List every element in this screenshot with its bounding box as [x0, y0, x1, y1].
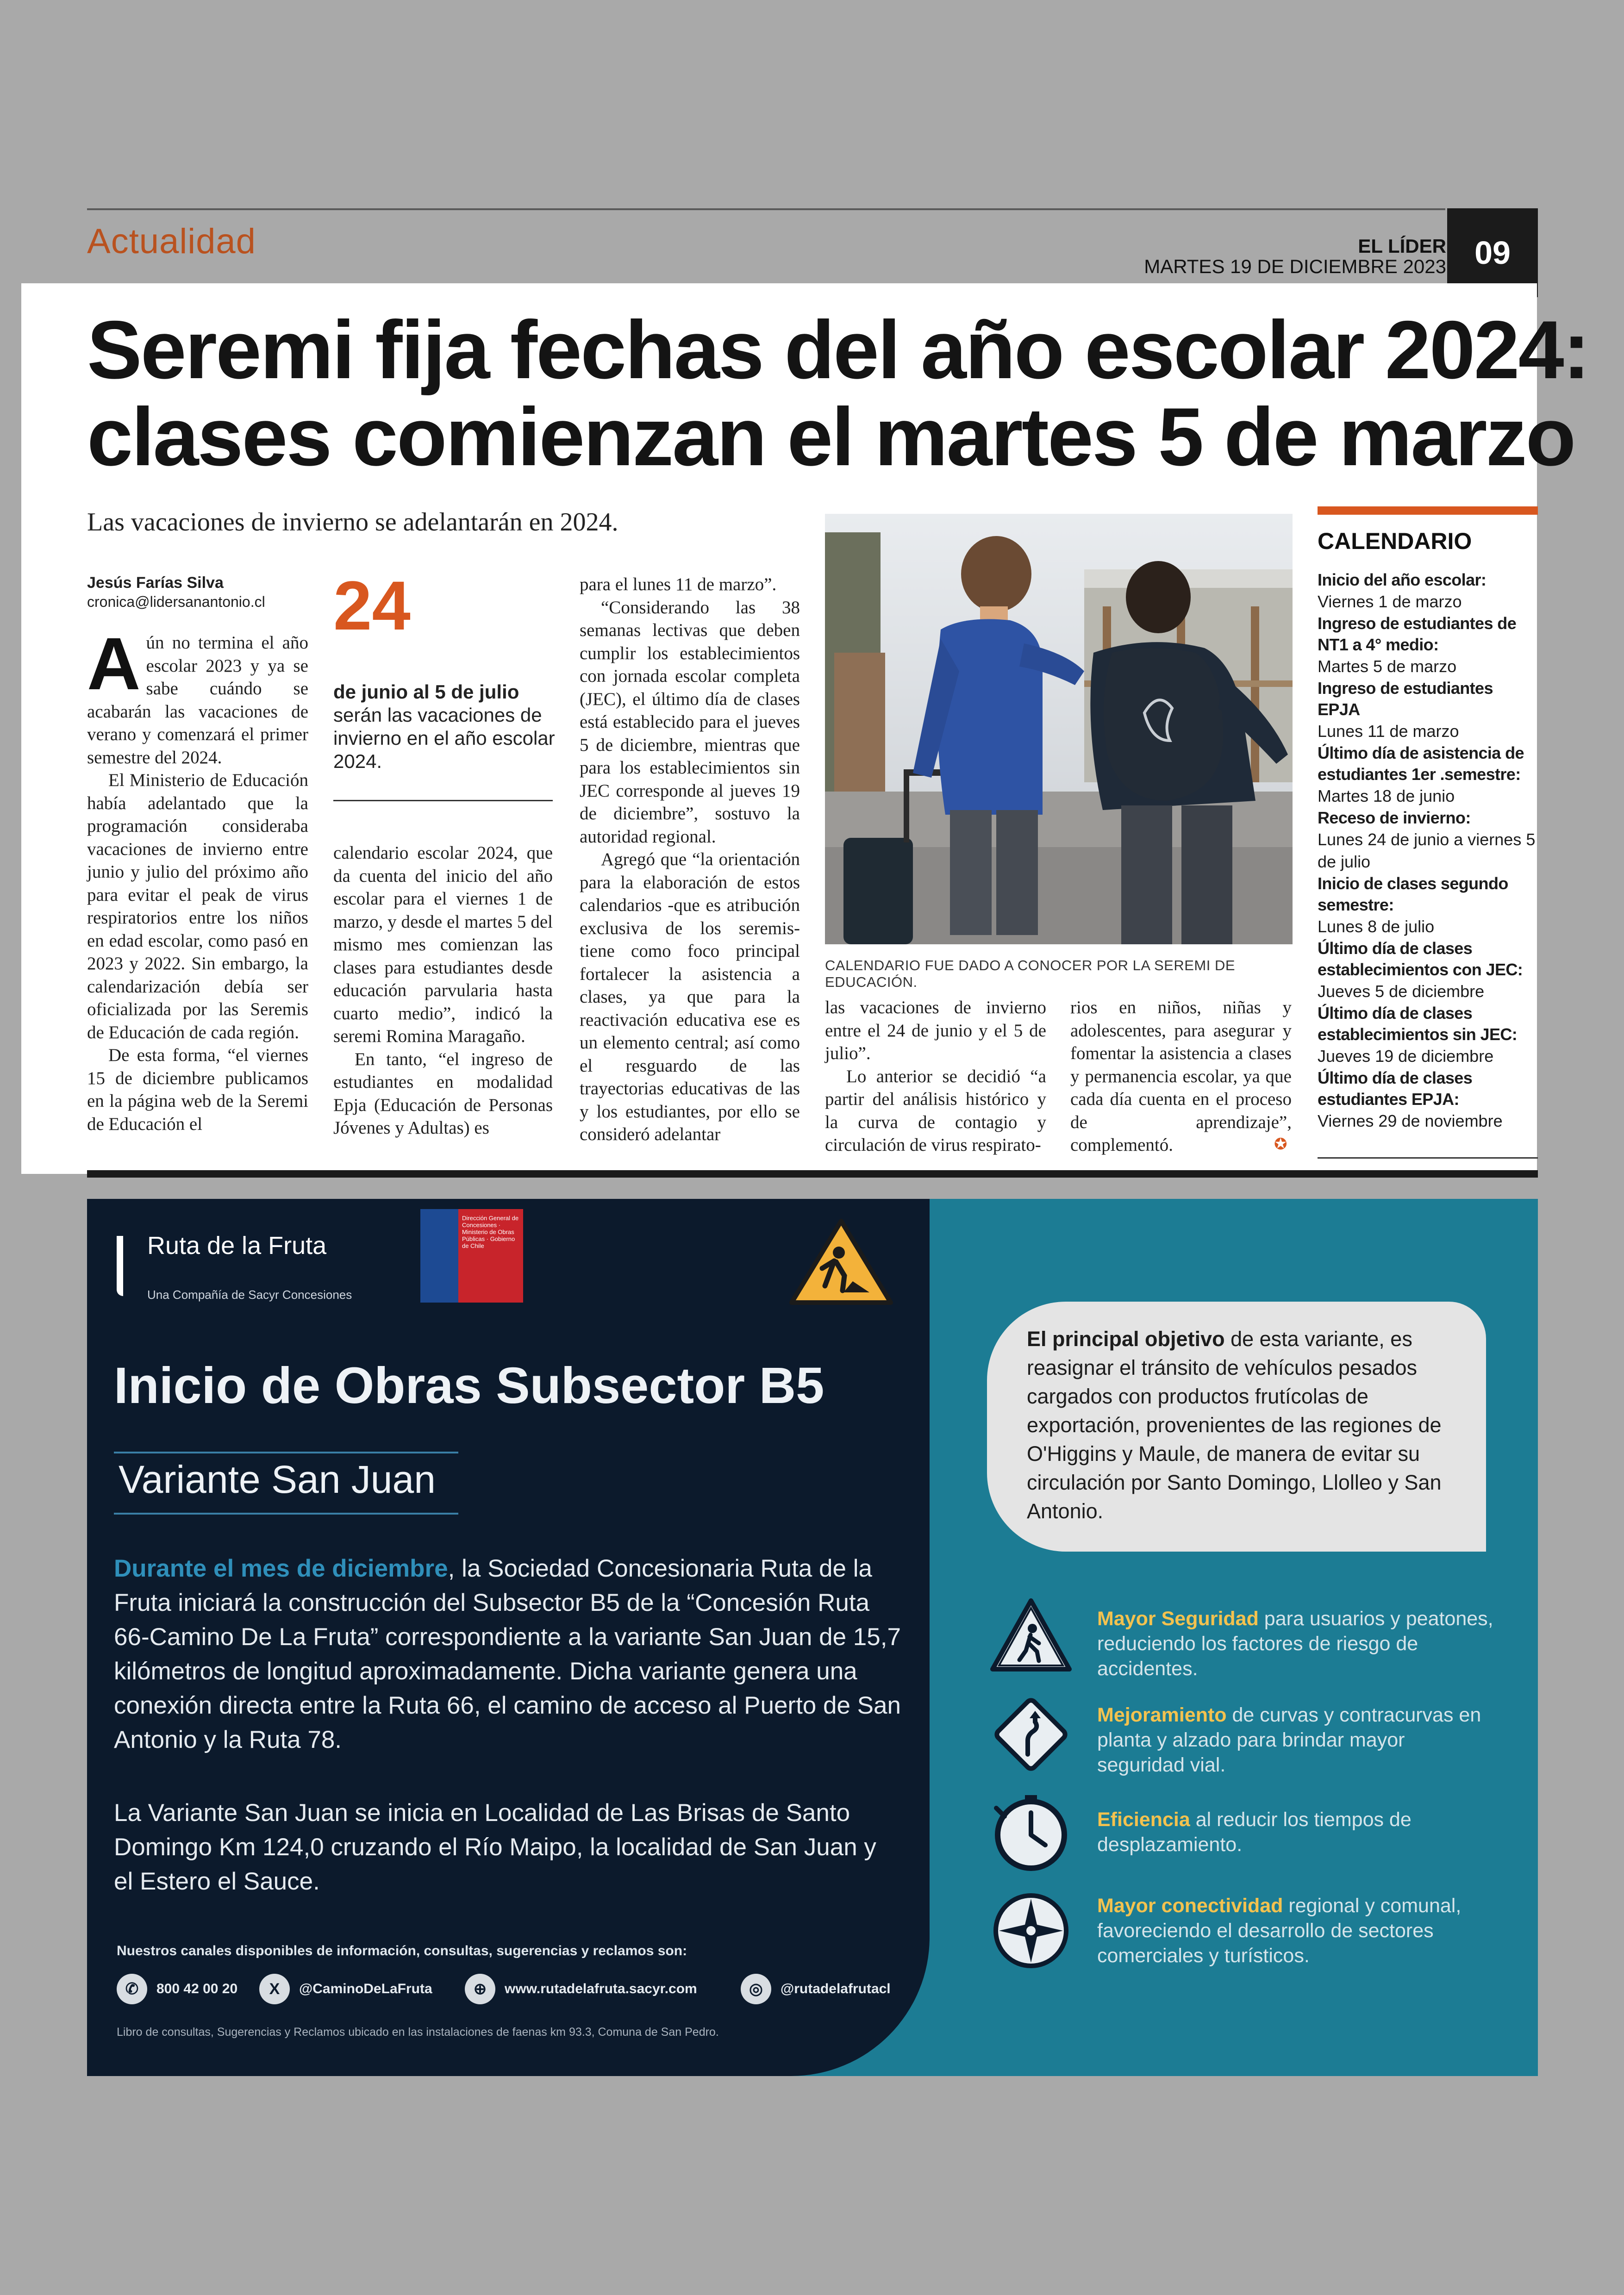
calendar-item-value: Lunes 24 de junio a viernes 5 de julio [1318, 830, 1536, 871]
byline-name: Jesús Farías Silva [87, 574, 224, 592]
article-column-3 [580, 573, 800, 1146]
feature-item: Mejoramiento de curvas y contracurvas en planta y alzado para brindar mayor seguridad vial. [1097, 1704, 1481, 1776]
contact-x[interactable] [259, 1973, 432, 2005]
feature-item: Mayor Seguridad para usuarios y peatones, reduciendo los factores de riesgo de accidentes. [1097, 1608, 1493, 1680]
pull-quote-rule [333, 800, 553, 801]
calendar-item-label: Último día de asistencia de estudiantes 1er .semestre: [1318, 743, 1524, 784]
government-logo-emblem [420, 1209, 458, 1303]
calendar-item-label: Inicio de clases segundo semestre: [1318, 874, 1508, 914]
ad-footer-note: Libro de consultas, Sugerencias y Reclamos ubicado en las instalaciones de faenas km 93.3, Comuna de San Pedro. [117, 2026, 719, 2039]
page-number-badge: 09 [1447, 208, 1538, 297]
calendar-item-value: Martes 5 de marzo [1318, 657, 1457, 676]
globe-icon: ⊕ [465, 1974, 495, 2004]
article-photo [825, 514, 1293, 944]
byline-email: cronica@lidersanantonio.cl [87, 593, 265, 610]
calendar-title: CALENDARIO [1318, 528, 1472, 554]
section-label: Actualidad [87, 222, 256, 261]
paragraph: Agregó que “la orientación para la elaboración de estos calendarios -que es atribución exclusiva de los seremis- tiene como foco principal fortalecer la asistencia a clases, ya que para la reactivación educativa ese es un elemento central; así como el resguardo de las trayectorias educativas de las y los estudiantes, por ello se consideró adelantar [580, 849, 800, 1144]
calendar-item-label: Último día de clases establecimientos sin JEC: [1318, 1004, 1518, 1044]
article-column-1 [87, 573, 308, 1135]
calendar-item-value: Jueves 19 de diciembre [1318, 1047, 1494, 1066]
calendar-item-label: Receso de invierno: [1318, 808, 1471, 827]
ad-highlight: Durante el mes de diciembre [114, 1555, 448, 1582]
paragraph: Lo anterior se decidió “a partir del análisis histórico y la curva de contagio y circulación de virus respirato- [825, 1066, 1046, 1155]
government-logo [420, 1209, 523, 1303]
paragraph: En tanto, “el ingreso de estudiantes en modalidad Epja (Educación de Personas Jóvenes y Adultas) es [333, 1049, 553, 1138]
brand-tagline: Una Compañía de Sacyr Concesiones [147, 1288, 352, 1302]
brand-name: Ruta de la Fruta [147, 1232, 327, 1260]
students-walking-illustration [825, 514, 1293, 944]
feature-item: Eficiencia al reducir los tiempos de desplazamiento. [1097, 1809, 1412, 1856]
contact-text: 800 42 00 20 [156, 1981, 238, 1996]
pull-quote-text: de junio al 5 de julio serán las vacaciones de invierno en el año escolar 2024. [333, 681, 555, 772]
instagram-icon: ◎ [741, 1974, 771, 2004]
article-subhead: Las vacaciones de invierno se adelantarán en 2024. [87, 508, 618, 536]
paragraph: calendario escolar 2024, que da cuenta del inicio del año escolar para el viernes 1 de marzo, y desde el martes 5 del mismo mes comienzan las clases para estudiantes desde educación parvularia hasta cuarto medio”, indicó la seremi Romina Maragaño. [333, 843, 553, 1046]
contact-phone[interactable] [117, 1973, 237, 2005]
calendar-accent-bar [1318, 506, 1538, 515]
article-bottom-rule [87, 1170, 1538, 1178]
paragraph: El Ministerio de Educación había adelantado que la programación consideraba vacaciones de invierno entre junio y julio del próximo año para evitar el peak de virus respiratorios entre los niños en edad escolar, como pasó en 2023 y 2022. Sin embargo, la calendarización debía ser oficializada por las Seremis de Educación de cada región. [87, 770, 308, 1042]
issue-date: MARTES 19 DE DICIEMBRE 2023 [1144, 256, 1446, 277]
article-headline [87, 304, 1589, 483]
article-column-4 [825, 996, 1046, 1157]
article-end-mark-icon: ✪ [1274, 1135, 1287, 1153]
contact-text: @CaminoDeLaFruta [299, 1981, 432, 1996]
paragraph: para el lunes 11 de marzo”. [580, 574, 777, 594]
header-rule [87, 208, 1445, 210]
calendar-item-value: Lunes 11 de marzo [1318, 722, 1459, 741]
objective-text: El principal objetivo de esta variante, es reasignar el tránsito de vehículos pesados cargados con productos frutícolas de exportación, provenientes de las regiones de O'Higgins y Maule, de manera de evitar su circulación por Santo Domingo, Llolleo y San Antonio. [1027, 1327, 1442, 1523]
stopwatch-icon [987, 1789, 1075, 1877]
contact-globe[interactable] [465, 1973, 697, 2005]
calendar-item-value: Jueves 5 de diciembre [1318, 982, 1485, 1001]
photo-caption: CALENDARIO FUE DADO A CONOCER POR LA SEREMI DE EDUCACIÓN. [825, 957, 1236, 990]
calendar-bottom-rule [1318, 1157, 1538, 1159]
ad-paragraph-1: Durante el mes de diciembre, la Sociedad Concesionaria Ruta de la Fruta iniciará la construcción del Subsector B5 de la “Concesión Ruta 66-Camino De La Fruta” correspondiente a la variante San Juan de 15,7 kilómetros de longitud aproximadamente. Dicha variante genera una conexión directa entre la Ruta 66, el camino de acceso al Puerto de San Antonio y la Ruta 78. [114, 1555, 901, 1753]
curve-sign-icon [987, 1690, 1075, 1778]
ad-paragraph-2: La Variante San Juan se inicia en Localidad de Las Brisas de Santo Domingo Km 124,0 cruzando el Río Maipo, la localidad de San Juan y el Estero el Sauce. [114, 1799, 876, 1895]
paragraph: De esta forma, “el viernes 15 de diciembre publicamos en la página web de la Seremi de Educación el [87, 1045, 308, 1134]
calendar-item-value: Lunes 8 de julio [1318, 917, 1435, 936]
calendar-item-value: Martes 18 de junio [1318, 786, 1455, 805]
calendar-item-value: Viernes 1 de marzo [1318, 592, 1462, 611]
headline-line-2: clases comienzan el martes 5 de marzo [87, 391, 1575, 483]
pedestrian-sign-icon [987, 1592, 1075, 1680]
calendar-item-label: Ingreso de estudiantes EPJA [1318, 679, 1493, 719]
calendar-item-label: Ingreso de estudiantes de NT1 a 4° medio: [1318, 614, 1517, 654]
ad-subtitle-rule-bottom [114, 1513, 458, 1515]
calendar-item-label: Último día de clases estudiantes EPJA: [1318, 1068, 1473, 1109]
paragraph: “Considerando las 38 semanas lectivas que deben cumplir los establecimientos con jornada escolar completa (JEC), el último día de clases está establecido para el jueves 5 de diciembre, mientras que para los establecimientos sin JEC corresponde al jueves 19 de diciembre”, sostuvo la autoridad regional. [580, 597, 800, 847]
calendar-list [1318, 569, 1538, 1132]
paragraph: rios en niños, niñas y adolescentes, para asegurar y fomentar la asistencia a clases y permanencia escolar, ya que cada día cuenta en el proceso de aprendizaje”, complementó. [1070, 998, 1292, 1155]
x-icon: X [259, 1974, 290, 2004]
article-column-2 [333, 842, 553, 1140]
ad-subtitle-rule-top [114, 1452, 458, 1453]
roadwork-warning-icon [788, 1216, 894, 1307]
calendar-item-value: Viernes 29 de noviembre [1318, 1111, 1503, 1130]
brand-logo-mark [117, 1236, 123, 1296]
contact-instagram[interactable] [741, 1973, 891, 2005]
contact-text: www.rutadelafruta.sacyr.com [505, 1981, 697, 1996]
pull-quote-number: 24 [333, 567, 411, 644]
compass-icon [987, 1887, 1075, 1975]
headline-line-1: Seremi fija fechas del año escolar 2024: [87, 304, 1589, 396]
calendar-item-label: Inicio del año escolar: [1318, 570, 1487, 589]
phone-icon: ✆ [117, 1974, 147, 2004]
newspaper-name: EL LÍDER [1358, 235, 1446, 257]
paragraph: las vacaciones de invierno entre el 24 de junio y el 5 de julio”. [825, 998, 1046, 1063]
feature-item: Mayor conectividad regional y comunal, favoreciendo el desarrollo de sectores comerciales y turísticos. [1097, 1895, 1462, 1967]
government-logo-text: Dirección General de Concesiones · Ministerio de Obras Públicas · Gobierno de Chile [462, 1215, 519, 1249]
drop-cap: A [87, 622, 141, 705]
contact-text: @rutadelafrutacl [781, 1981, 891, 1996]
article-column-5 [1070, 996, 1292, 1157]
paragraph: Aún no termina el año escolar 2023 y ya se sabe cuándo se acabarán las vacaciones de verano y comenzará el primer semestre del 2024. [87, 622, 308, 767]
calendar-item-label: Último día de clases establecimientos con JEC: [1318, 939, 1523, 979]
ad-title: Inicio de Obras Subsector B5 [114, 1357, 824, 1414]
contact-channels-title: Nuestros canales disponibles de información, consultas, sugerencias y reclamos son: [117, 1943, 687, 1958]
ad-subtitle: Variante San Juan [119, 1458, 436, 1501]
